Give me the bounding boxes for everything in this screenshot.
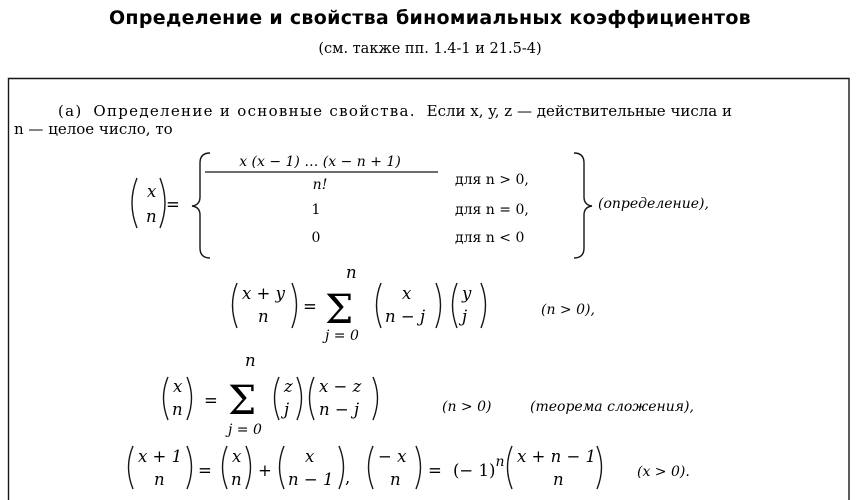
binom-top: − x	[378, 447, 407, 466]
equals-sign: =	[428, 461, 442, 480]
binom-top: x	[173, 377, 183, 396]
binom-bottom: j	[284, 400, 290, 419]
formula-addition-theorem	[164, 351, 694, 438]
case2-value: 1	[311, 202, 321, 218]
binom-bottom: n	[390, 470, 401, 489]
right-paren	[160, 178, 165, 228]
binom-bottom: n − j	[319, 400, 360, 419]
formula3-note: (теорема сложения),	[530, 399, 694, 415]
binom-open	[223, 446, 228, 489]
sum-sign: Σ	[325, 287, 354, 333]
fraction-numerator: x (x − 1) … (x − n + 1)	[239, 154, 401, 170]
binom-top: x	[402, 284, 412, 303]
binom-top: z	[284, 377, 293, 396]
binom-top: x	[305, 447, 315, 466]
section-label: (a)	[58, 102, 83, 120]
binom-open	[453, 283, 458, 328]
binom-close	[187, 377, 192, 420]
binom-bottom: j	[462, 307, 468, 326]
binom-open	[129, 446, 134, 489]
intro-line-1	[58, 102, 732, 120]
binom-open	[275, 377, 280, 420]
fraction-denominator: n!	[312, 177, 328, 193]
binom-bottom: n − j	[385, 307, 426, 326]
binom-close	[187, 446, 192, 489]
equals-sign: =	[166, 195, 180, 214]
binom-close	[246, 446, 251, 489]
case2-condition: для n = 0,	[455, 202, 529, 218]
binom-top: y	[462, 284, 472, 303]
comma: ,	[345, 468, 351, 487]
binom-close	[297, 377, 302, 420]
minus-one-power: (− 1)$^n$	[453, 454, 505, 480]
sum-lower: j = 0	[325, 328, 359, 344]
binom-bottom: n − 1	[288, 470, 334, 489]
section-heading: Определение и основные свойства.	[93, 102, 416, 120]
binom-top: x + y	[242, 284, 285, 303]
formula2-note: (n > 0),	[541, 302, 595, 318]
left-brace	[192, 153, 210, 258]
binom-bottom: n	[172, 400, 183, 419]
binom-close	[481, 283, 486, 328]
sum-upper: n	[346, 263, 357, 282]
binom-open	[369, 446, 374, 489]
binom-close	[436, 283, 441, 328]
formula3-condition: (n > 0)	[442, 399, 492, 415]
binom-top: x	[232, 447, 242, 466]
binom-bottom: n	[258, 307, 269, 326]
sum-upper: n	[245, 351, 256, 370]
binom-top: x	[147, 182, 157, 201]
binom-top: x + 1	[138, 447, 183, 466]
left-paren	[132, 178, 137, 228]
plus-sign: +	[258, 461, 272, 480]
equals-sign: =	[303, 297, 317, 316]
formula4-note: (x > 0).	[637, 464, 690, 480]
intro-text: Если x, y, z — действительные числа и	[426, 102, 732, 120]
binom-close	[373, 377, 378, 420]
binom-open	[164, 377, 169, 420]
binom-close	[416, 446, 421, 489]
binom-top: x − z	[319, 377, 362, 396]
right-brace	[574, 153, 592, 258]
case1-condition: для n > 0,	[455, 172, 529, 188]
box-frame	[9, 79, 850, 500]
formula-definition	[132, 153, 709, 258]
page-subtitle: (см. также пп. 1.4-1 и 21.5-4)	[318, 41, 542, 57]
binom-open	[508, 446, 513, 489]
definition-note: (определение),	[598, 196, 709, 212]
binom-close	[292, 283, 297, 328]
sum-lower: j = 0	[228, 422, 262, 438]
binom-close	[597, 446, 602, 489]
binom-open	[377, 283, 382, 328]
formula-recurrence	[129, 446, 690, 489]
formula-vandermonde	[233, 263, 595, 344]
case3-condition: для n < 0	[455, 230, 525, 246]
binom-bottom: n	[231, 470, 242, 489]
binom-bottom: n	[154, 470, 165, 489]
intro-line-2: n — целое число, то	[14, 120, 173, 138]
equals-sign: =	[198, 461, 212, 480]
binom-top: x + n − 1	[517, 447, 597, 466]
binom-open	[310, 377, 315, 420]
binom-open	[233, 283, 238, 328]
binom-open	[280, 446, 285, 489]
case3-value: 0	[311, 230, 321, 246]
sum-sign: Σ	[228, 378, 257, 424]
page-title: Определение и свойства биномиальных коэффициентов	[108, 7, 752, 29]
equals-sign: =	[204, 391, 218, 410]
binom-bottom: n	[146, 207, 157, 226]
binom-bottom: n	[553, 470, 564, 489]
binom-close	[339, 446, 344, 489]
